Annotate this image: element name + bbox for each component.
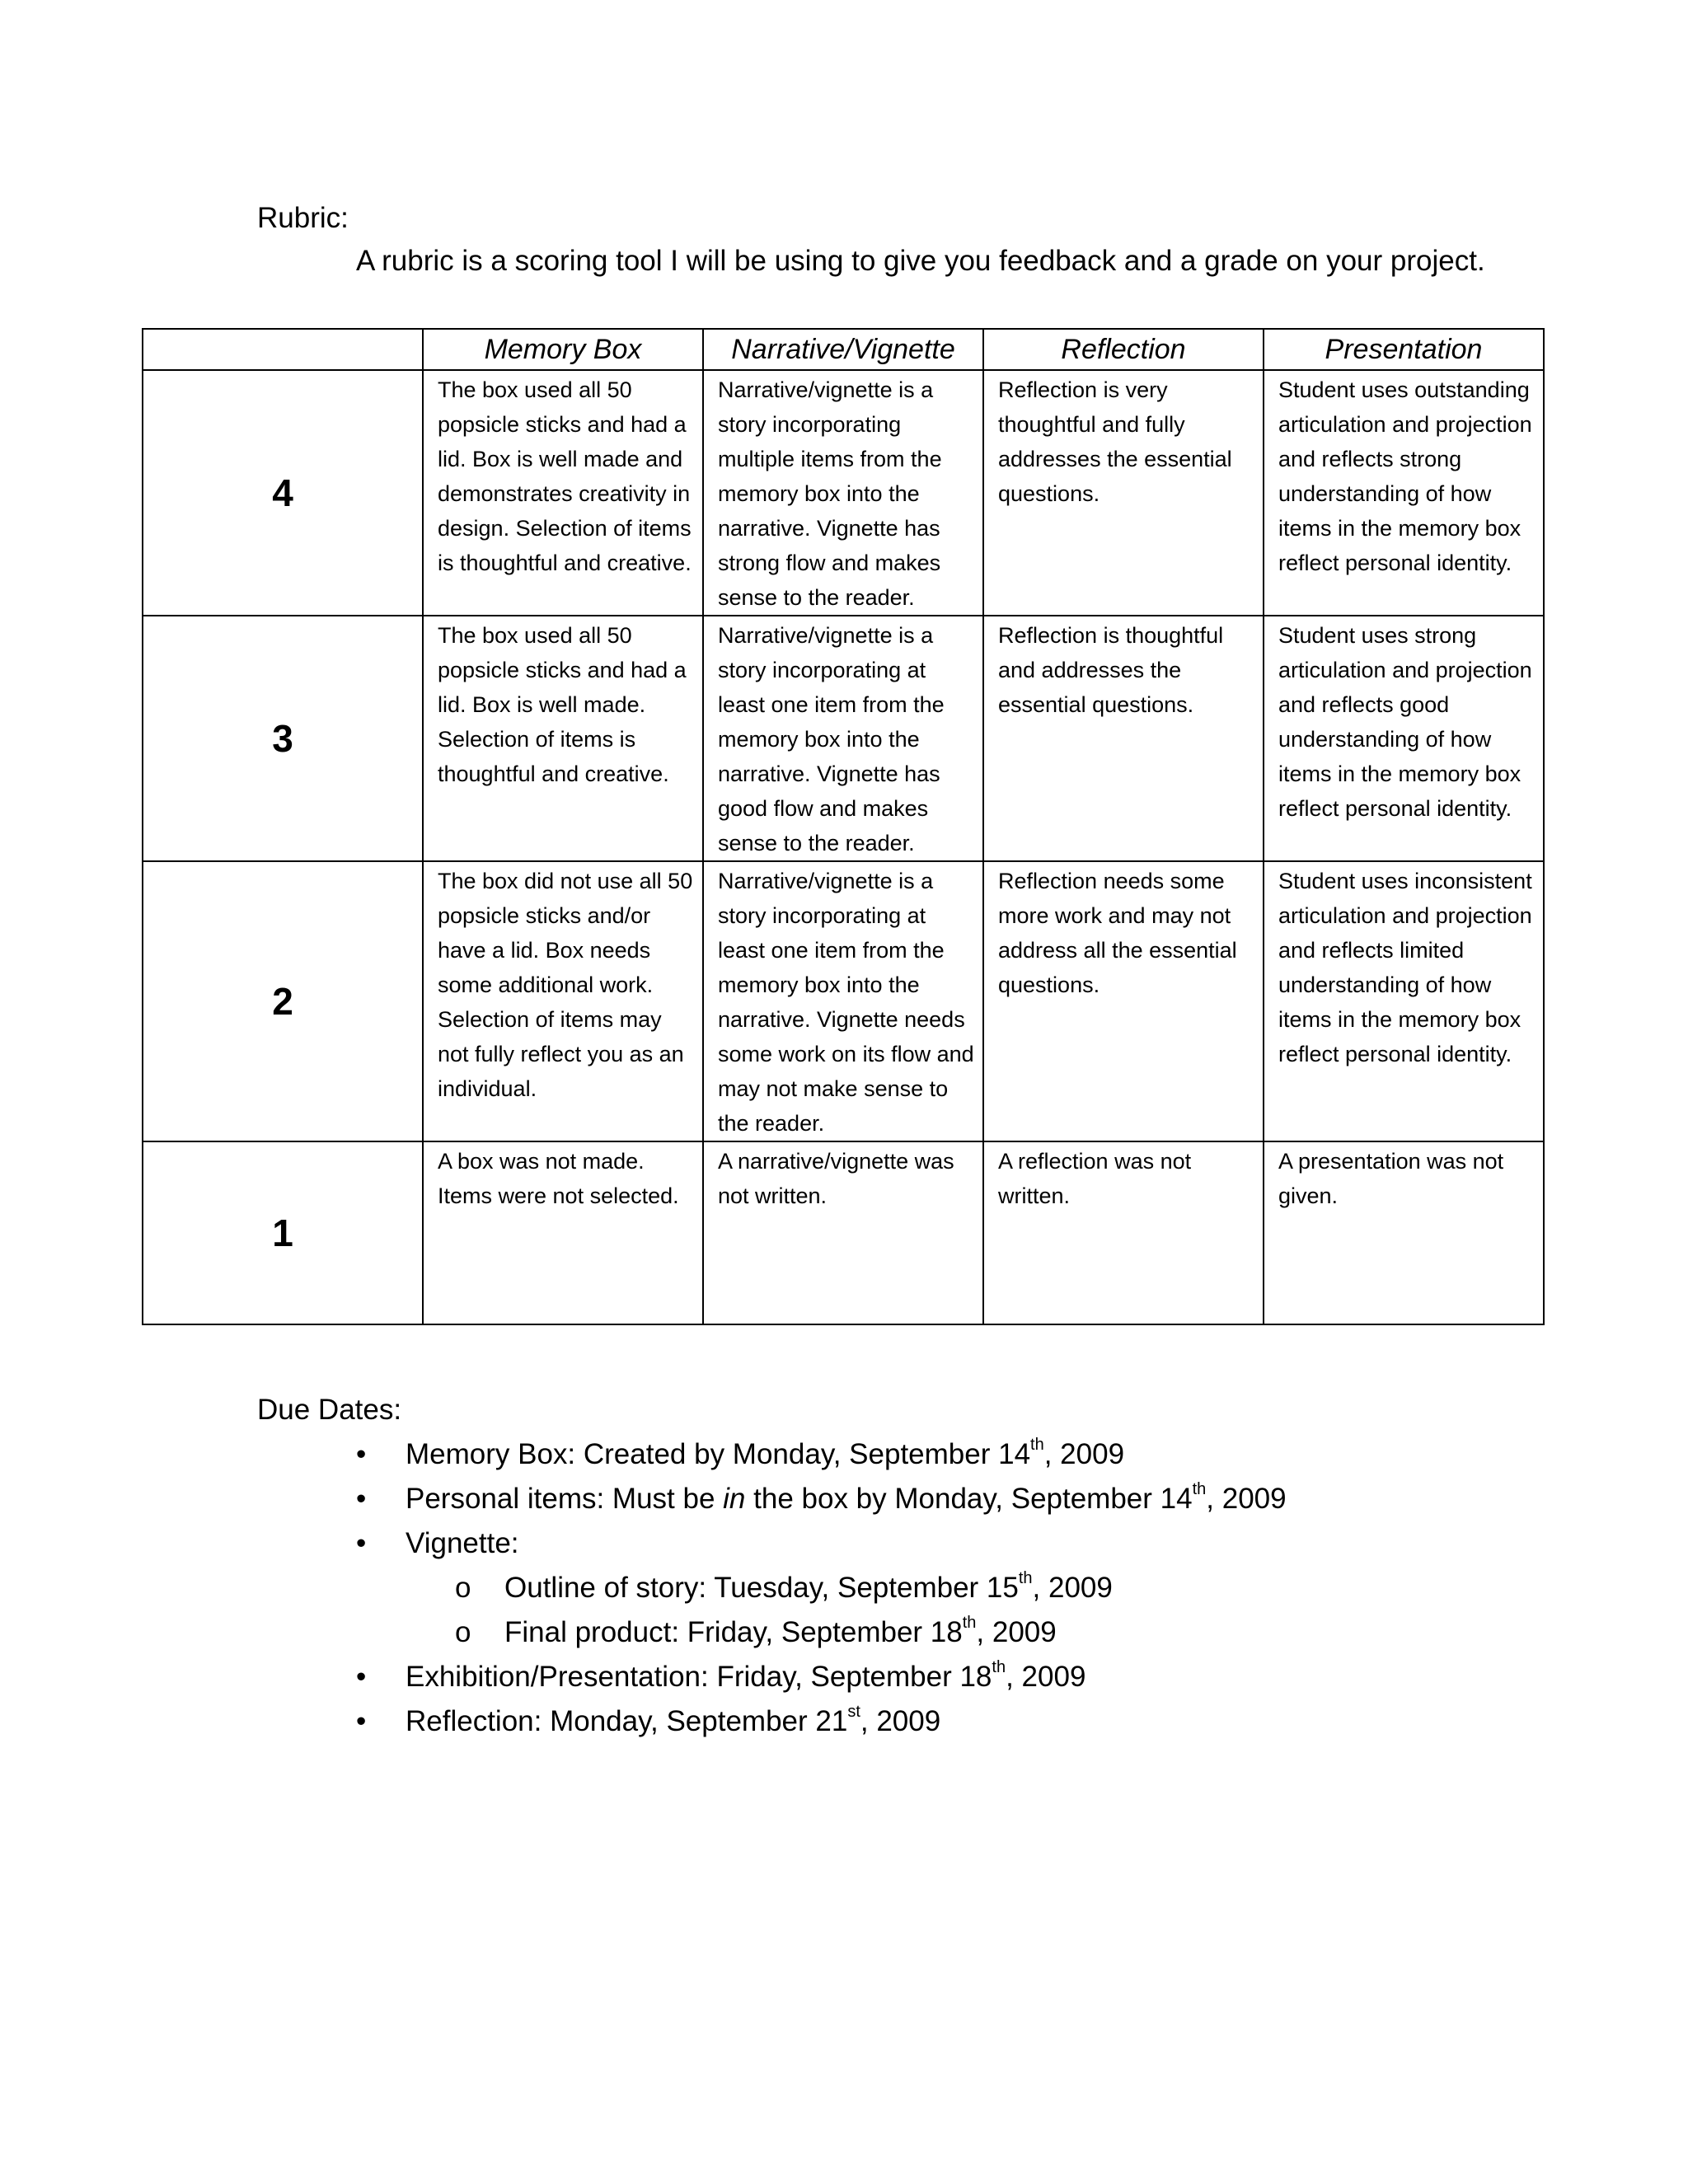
vignette-sub-list (356, 1566, 1287, 1655)
bullet-icon: • (356, 1705, 367, 1737)
due-dates-list (356, 1432, 1287, 1744)
presentation-cell: Student uses strong articulation and projection and reflects good understanding of how items in the memory box reflect personal identity. (1264, 616, 1544, 861)
memory-box-cell: The box did not use all 50 popsicle sticks and/or have a lid. Box needs some additional work. Selection of items may not fully reflect you as an individual. (423, 861, 703, 1141)
bullet-icon: • (356, 1661, 367, 1693)
narrative-cell: Narrative/vignette is a story incorporating at least one item from the memory box into the narrative. Vignette has good flow and makes sense to the reader. (703, 616, 983, 861)
table-header-row (143, 329, 1544, 370)
rubric-table (142, 328, 1545, 1325)
table-row (143, 1141, 1544, 1324)
table-row (143, 370, 1544, 616)
narrative-cell: A narrative/vignette was not written. (703, 1141, 983, 1324)
table-row (143, 616, 1544, 861)
bullet-icon: • (356, 1527, 367, 1559)
memory-box-cell: The box used all 50 popsicle sticks and had a lid. Box is well made and demonstrates creativity in design. Selection of items is thoughtful and creative. (423, 370, 703, 616)
list-item: o Final product: Friday, September 18th, 2009 (356, 1610, 1287, 1655)
header-narrative-vignette: Narrative/Vignette (703, 329, 983, 370)
header-empty (143, 329, 423, 370)
score-cell: 4 (143, 370, 423, 616)
bullet-icon: • (356, 1483, 367, 1515)
reflection-cell: Reflection needs some more work and may not address all the essential questions. (983, 861, 1264, 1141)
rubric-heading: Rubric: (257, 202, 349, 234)
list-item: o Outline of story: Tuesday, September 15th, 2009 (356, 1566, 1287, 1610)
circle-bullet-icon: o (455, 1616, 471, 1648)
header-memory-box: Memory Box (423, 329, 703, 370)
narrative-cell: Narrative/vignette is a story incorporating multiple items from the memory box into the narrative. Vignette has strong flow and makes sense to the reader. (703, 370, 983, 616)
list-item: • Personal items: Must be in the box by Monday, September 14th, 2009 (356, 1477, 1287, 1521)
header-reflection: Reflection (983, 329, 1264, 370)
presentation-cell: Student uses inconsistent articulation and projection and reflects limited understanding of how items in the memory box reflect personal identity. (1264, 861, 1544, 1141)
circle-bullet-icon: o (455, 1572, 471, 1604)
score-cell: 2 (143, 861, 423, 1141)
memory-box-cell: The box used all 50 popsicle sticks and had a lid. Box is well made. Selection of items is thoughtful and creative. (423, 616, 703, 861)
rubric-intro: A rubric is a scoring tool I will be using to give you feedback and a grade on your project. (356, 245, 1485, 277)
presentation-cell: A presentation was not given. (1264, 1141, 1544, 1324)
list-item: • Exhibition/Presentation: Friday, September 18th, 2009 (356, 1655, 1287, 1699)
score-cell: 3 (143, 616, 423, 861)
presentation-cell: Student uses outstanding articulation and projection and reflects strong understanding of how items in the memory box reflect personal identity. (1264, 370, 1544, 616)
reflection-cell: Reflection is thoughtful and addresses the essential questions. (983, 616, 1264, 861)
due-dates-heading: Due Dates: (257, 1394, 402, 1426)
bullet-icon: • (356, 1438, 367, 1470)
narrative-cell: Narrative/vignette is a story incorporating at least one item from the memory box into the narrative. Vignette needs some work on its flow and may not make sense to the reader. (703, 861, 983, 1141)
memory-box-cell: A box was not made. Items were not selected. (423, 1141, 703, 1324)
reflection-cell: Reflection is very thoughtful and fully addresses the essential questions. (983, 370, 1264, 616)
list-item: • Vignette: (356, 1521, 1287, 1566)
table-row (143, 861, 1544, 1141)
list-item: • Reflection: Monday, September 21st, 2009 (356, 1699, 1287, 1744)
header-presentation: Presentation (1264, 329, 1544, 370)
score-cell: 1 (143, 1141, 423, 1324)
sub-list-container (356, 1566, 1287, 1655)
reflection-cell: A reflection was not written. (983, 1141, 1264, 1324)
list-item: • Memory Box: Created by Monday, September 14th, 2009 (356, 1432, 1287, 1477)
